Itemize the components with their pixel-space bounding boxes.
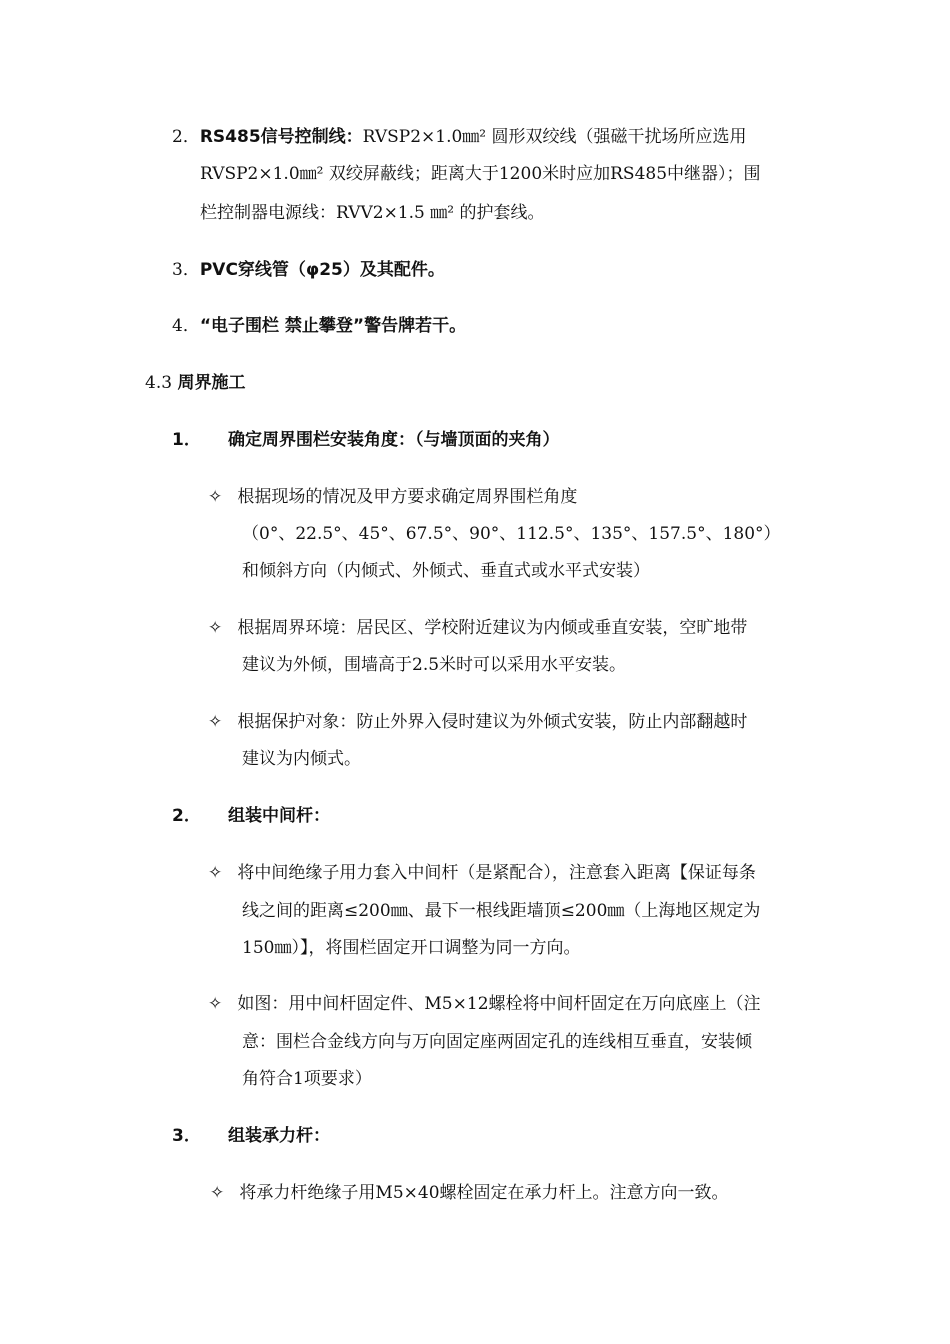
subsection-2-title: 组装中间杆： xyxy=(228,806,330,826)
bullet-1-2-line-1: ✧ 根据周界环境：居民区、学校附近建议为内倾或垂直安装，空旷地带 xyxy=(208,618,748,638)
item-2-text-1: RVSP2×1.0㎜² 圆形双绞线（强磁干扰场所应选用 xyxy=(362,127,747,147)
bullet-1-2-line-2: 建议为外倾，围墙高于2.5米时可以采用水平安装。 xyxy=(242,655,627,675)
subsection-1-heading xyxy=(172,429,560,451)
bullet-1-1-line-2: （0°、22.5°、45°、67.5°、90°、112.5°、135°、157.5°、180°） xyxy=(242,524,781,544)
item-2-number: 2． xyxy=(172,127,200,147)
section-heading xyxy=(145,372,245,394)
subsection-3-title: 组装承力杆： xyxy=(228,1126,330,1146)
bullet-2-1-line-2: 线之间的距离≤200㎜、最下一根线距墙顶≤200㎜（上海地区规定为 xyxy=(242,901,761,921)
bullet-star-icon: ✧ xyxy=(208,618,223,638)
bullet-1-1-line-3: 和倾斜方向（内倾式、外倾式、垂直式或水平式安装） xyxy=(242,561,650,581)
item-4-number: 4． xyxy=(172,316,200,336)
item-2-heading: RS485信号控制线： xyxy=(199,127,363,147)
item-4-text: “电子围栏 禁止攀登”警告牌若干。 xyxy=(199,316,467,336)
bullet-3-1-line-1: ✧ 将承力杆绝缘子用M5×40螺栓固定在承力杆上。注意方向一致。 xyxy=(210,1183,729,1203)
item-3 xyxy=(172,259,445,281)
bullet-star-icon: ✧ xyxy=(208,994,223,1014)
section-title: 周界施工 xyxy=(177,373,246,393)
bullet-star-icon: ✧ xyxy=(208,863,223,883)
bullet-2-2-line-1: ✧ 如图：用中间杆固定件、M5×12螺栓将中间杆固定在万向底座上（注 xyxy=(208,994,761,1014)
subsection-2-number: 2． xyxy=(172,806,201,826)
bullet-1-1-line-1: ✧ 根据现场的情况及甲方要求确定周界围栏角度 xyxy=(208,487,578,507)
bullet-star-icon: ✧ xyxy=(208,487,223,507)
subsection-2-heading xyxy=(172,805,330,827)
bullet-1-3-line-1: ✧ 根据保护对象：防止外界入侵时建议为外倾式安装，防止内部翻越时 xyxy=(208,712,748,732)
bullet-star-icon: ✧ xyxy=(210,1183,225,1203)
bullet-1-3-line-2: 建议为内倾式。 xyxy=(242,749,361,769)
item-2-line-1 xyxy=(172,126,747,148)
bullet-2-2-line-3: 角符合1项要求） xyxy=(242,1069,372,1089)
bullet-2-2-line-2: 意：围栏合金线方向与万向固定座两固定孔的连线相互垂直，安装倾 xyxy=(242,1032,752,1052)
subsection-3-number: 3． xyxy=(172,1126,201,1146)
item-3-text: PVC穿线管（φ25）及其配件。 xyxy=(199,260,445,280)
item-2-line-3: 栏控制器电源线：RVV2×1.5 ㎜² 的护套线。 xyxy=(200,203,545,223)
item-4 xyxy=(172,315,466,337)
section-number: 4.3 xyxy=(145,373,173,393)
bullet-star-icon: ✧ xyxy=(208,712,223,732)
bullet-2-1-line-1: ✧ 将中间绝缘子用力套入中间杆（是紧配合），注意套入距离【保证每条 xyxy=(208,863,756,883)
subsection-3-heading xyxy=(172,1125,330,1147)
bullet-2-1-line-3: 150㎜）】，将围栏固定开口调整为同一方向。 xyxy=(242,938,581,958)
subsection-1-title: 确定周界围栏安装角度：（与墙顶面的夹角） xyxy=(228,430,560,450)
subsection-1-number: 1． xyxy=(172,430,201,450)
item-3-number: 3． xyxy=(172,260,200,280)
item-2-line-2: RVSP2×1.0㎜² 双绞屏蔽线；距离大于1200米时应加RS485中继器）；围 xyxy=(200,164,761,184)
